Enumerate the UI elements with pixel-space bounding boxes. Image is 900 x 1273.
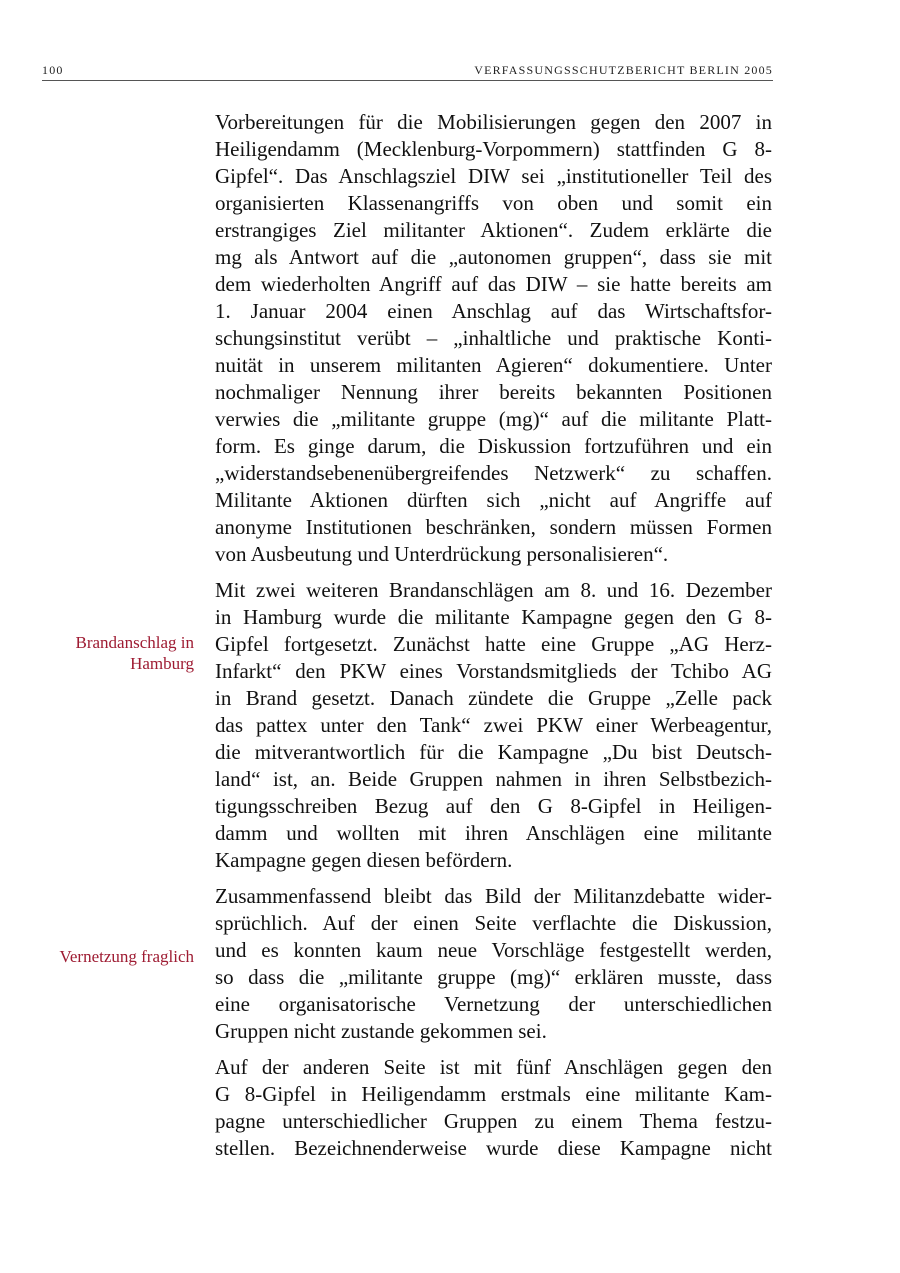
text-line: Gipfel fortgesetzt. Zunächst hatte eine Gruppe „AG Herz- (215, 632, 772, 656)
running-title: VERFASSUNGSSCHUTZBERICHT BERLIN 2005 (474, 63, 773, 77)
text-line: eine organisatorische Vernetzung der unterschiedlichen (215, 992, 772, 1016)
text-line: sprüchlich. Auf der einen Seite verflachte die Diskussion, (215, 911, 772, 935)
page-number: 100 (42, 63, 64, 77)
text-line: erstrangiges Ziel militanter Aktionen“. Zudem erklärte die (215, 218, 772, 242)
margin-note-line: Hamburg (130, 654, 194, 673)
text-line: Infarkt“ den PKW eines Vorstandsmitglieds der Tchibo AG (215, 659, 772, 683)
text-line: dem wiederholten Angriff auf das DIW – sie hatte bereits am (215, 272, 772, 296)
text-line: nochmaliger Nennung ihrer bereits bekannten Positionen (215, 380, 772, 404)
margin-note-brandanschlag (24, 632, 194, 674)
text-line: pagne unterschiedlicher Gruppen zu einem Thema festzu- (215, 1109, 772, 1133)
text-line: Gipfel“. Das Anschlagsziel DIW sei „institutioneller Teil des (215, 164, 772, 188)
body-text (215, 109, 772, 1162)
text-line: G 8-Gipfel in Heiligendamm erstmals eine militante Kam- (215, 1082, 772, 1106)
paragraph-3 (215, 883, 772, 1045)
paragraph-2 (215, 577, 772, 874)
text-line: das pattex unter den Tank“ zwei PKW einer Werbeagentur, (215, 713, 772, 737)
text-line: Auf der anderen Seite ist mit fünf Anschlägen gegen den (215, 1055, 772, 1079)
text-line: Vorbereitungen für die Mobilisierungen gegen den 2007 in (215, 110, 772, 134)
text-line: so dass die „militante gruppe (mg)“ erklären musste, dass (215, 965, 772, 989)
paragraph-1 (215, 109, 772, 568)
text-line: tigungsschreiben Bezug auf den G 8-Gipfel in Heiligen- (215, 794, 772, 818)
text-line: und es konnten kaum neue Vorschläge festgestellt werden, (215, 938, 772, 962)
text-line: von Ausbeutung und Unterdrückung personalisieren“. (215, 542, 669, 566)
text-line: damm und wollten mit ihren Anschlägen eine militante (215, 821, 772, 845)
text-line: „widerstandsebenenübergreifendes Netzwerk“ zu schaffen. (215, 461, 772, 485)
text-line: organisierten Klassenangriffs von oben und somit ein (215, 191, 772, 215)
text-line: stellen. Bezeichnenderweise wurde diese Kampagne nicht (215, 1136, 772, 1160)
text-line: in Brand gesetzt. Danach zündete die Gruppe „Zelle pack (215, 686, 772, 710)
margin-note-line: Brandanschlag in (75, 633, 194, 652)
text-line: Mit zwei weiteren Brandanschlägen am 8. und 16. Dezember (215, 578, 772, 602)
text-line: in Hamburg wurde die militante Kampagne gegen den G 8- (215, 605, 772, 629)
text-line: verwies die „militante gruppe (mg)“ auf die militante Platt- (215, 407, 772, 431)
text-line: Militante Aktionen dürften sich „nicht auf Angriffe auf (215, 488, 772, 512)
text-line: land“ ist, an. Beide Gruppen nahmen in ihren Selbstbezich- (215, 767, 772, 791)
text-line: Zusammenfassend bleibt das Bild der Militanzdebatte wider- (215, 884, 772, 908)
text-line: mg als Antwort auf die „autonomen gruppen“, dass sie mit (215, 245, 772, 269)
paragraph-4 (215, 1054, 772, 1162)
text-line: form. Es ginge darum, die Diskussion fortzuführen und ein (215, 434, 772, 458)
margin-note-line: Vernetzung fraglich (59, 947, 194, 966)
text-line: schungsinstitut verübt – „inhaltliche und praktische Konti- (215, 326, 772, 350)
text-line: die mitverantwortlich für die Kampagne „Du bist Deutsch- (215, 740, 772, 764)
text-line: 1. Januar 2004 einen Anschlag auf das Wirtschaftsfor- (215, 299, 772, 323)
text-line: Kampagne gegen diesen befördern. (215, 848, 513, 872)
text-line: Heiligendamm (Mecklenburg-Vorpommern) stattfinden G 8- (215, 137, 772, 161)
margin-note-vernetzung (24, 946, 194, 967)
text-line: Gruppen nicht zustande gekommen sei. (215, 1019, 547, 1043)
text-line: anonyme Institutionen beschränken, sondern müssen Formen (215, 515, 772, 539)
running-header (42, 62, 773, 81)
text-line: nuität in unserem militanten Agieren“ dokumentiere. Unter (215, 353, 772, 377)
